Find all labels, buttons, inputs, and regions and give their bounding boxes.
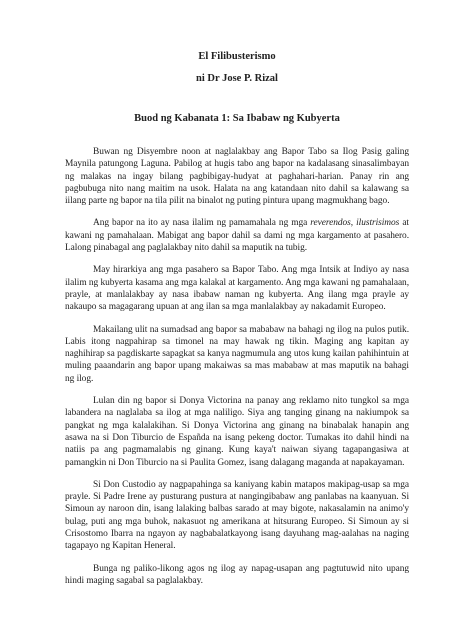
paragraph-4: Makailang ulit na sumadsad ang bapor sa mababaw na bahagi ng ilog na pulos putik. Labis itong nagpahirap sa timonel na may hawak ng tikin. Maging ang kapitan ay naghihirap sa pagdiskarte sapagkat sa kanya nagmumula ang utos kung kailan pahihintuin at muling paaandarin ang bapor upang makaiwas sa mas mababaw at mas maputik na bahagi ng ilog. [65, 324, 409, 384]
chapter-heading: Buod ng Kabanata 1: Sa Ibabaw ng Kubyerta [134, 113, 340, 124]
paragraph-3: May hirarkiya ang mga pasahero sa Bapor Tabo. Ang mga Intsik at Indiyo ay nasa ilalim ng kubyerta kasama ang mga kalakal at kargamento. Ang mga kawani ng pamahalaan, prayle, at manlalakbay ay nasa ibabaw naman ng kubyerta. Ang ilang mga prayle ay nakaupo sa magagarang upuan at ang ilan sa mga manlalakbay ay nakadamit Europeo. [65, 265, 409, 313]
document-title: El Filibusterismo [198, 51, 276, 62]
paragraph-2 [65, 217, 409, 254]
document-author: ni Dr Jose P. Rizal [196, 73, 278, 84]
paragraph-5: Lulan din ng bapor si Donya Victorina na panay ang reklamo nito tungkol sa mga labandera na naglalaba sa ilog at mga naliligo. Siya ang tanging ginang na nakiumpok sa pangkat ng mga kalalakihan. Si Donya Victorina ang ginang na binabalak hanapin ang asawa na si Don Tiburcio de Españda na isang pekeng doctor. Tumakas ito dahil hindi na natiis pa ang pagmamalabis ng ginang. Kung kaya't naiwan siyang tagapangasiwa at pamangkin ni Don Tiburcio na si Paulita Gomez, isang dalagang maganda at napakayaman. [65, 396, 409, 468]
paragraph-7: Bunga ng paliko-likong agos ng ilog ay napag-usapan ang pagtutuwid nito upang hindi maging sagabal sa paglalakbay. [65, 563, 409, 586]
paragraph-2-italic-text: reverendos, ilustrisimos [310, 218, 400, 229]
paragraph-1: Buwan ng Disyembre noon at naglalakbay ang Bapor Tabo sa Ilog Pasig galing Maynila patungong Laguna. Pabilog at hugis tabo ang bapor na kadalasang sinasalimbayan ng malakas na ingay bilang pagbibigay-hudyat at paghahari-harian. Panay rin ang pagbubuga nito nang maitim na usok. Halata na ang katandaan nito dahil sa kalawang sa iilang parte ng bapor na tila pilit na binalot ng puting pintura upang magmukhang bago. [65, 147, 409, 207]
paragraph-2-text-after: at kawani ng pamahalaan. Mabigat ang bapor dahil sa dami ng mga kargamento at pasahero. Lalong pinabagal ang paglalakbay nito dahil sa maputik na tubig. [65, 218, 409, 254]
paragraph-6: Si Don Custodio ay nagpapahinga sa kaniyang kabin matapos makipag-usap sa mga prayle. Si Padre Irene ay pusturang pustura at nangingibabaw ang panlabas na kaanyuan. Si Simoun ay naroon din, isang lalaking balbas sarado at may bigote, nakasalamin na animo'y bulag, puti ang mga buhok, nakasuot ng amerikana at hitsurang Europeo. Si Simoun ay si Crisostomo Ibarra na ngayon ay nagbabalatkayong isang dayuhang mag-aalahas na naging tagapayo ng Kapitan Heneral. [65, 479, 409, 552]
paragraph-2-text-before: Ang bapor na ito ay nasa ilalim ng pamamahala ng mga [93, 218, 311, 229]
